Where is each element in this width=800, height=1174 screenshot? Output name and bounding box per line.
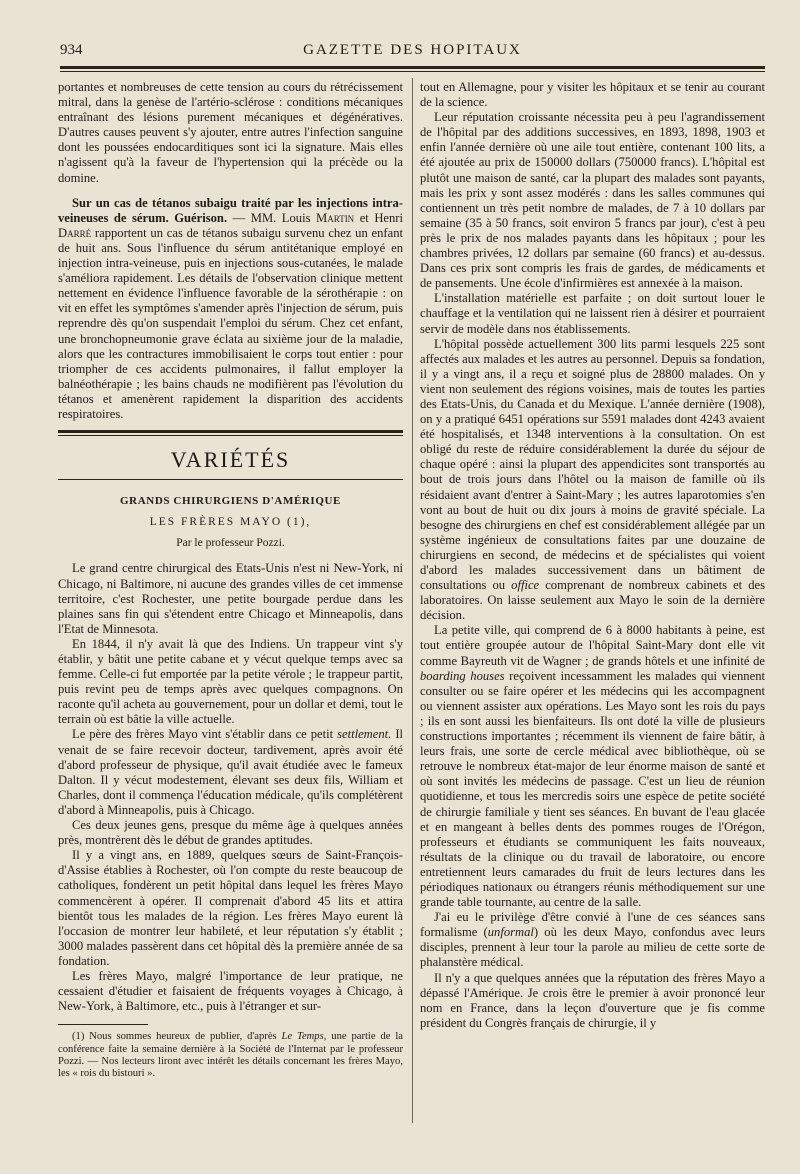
journal-title: GAZETTE DES HOPITAUX <box>303 42 522 58</box>
paragraph: Il y a vingt ans, en 1889, quelques sœurs de Saint-François-d'Assise établies à Rochester, où l'on compte du reste beaucoup de catholiques, fondèrent un petit hôpital dans lequel les frères Mayo commencèrent à opérer. Il comprenait d'abord 45 lits et attira bientôt tous les malades de la région. Les frères Mayo eurent là l'occasion de montrer leur habileté, et leur réputation s'y établit ; 3000 malades passèrent dans cet hôpital dès la première année de sa fondation. <box>58 848 403 968</box>
footnote: (1) Nous sommes heureux de publier, d'après Le Temps, une partie de la conférence faite la semaine dernière à la Société de l'Internat par le professeur Pozzi. — Nos lecteurs liront avec intérêt les détails concernant les frères Mayo, les « rois du bistouri ». <box>58 1031 403 1080</box>
article-subheading: LES FRÈRES MAYO (1), <box>149 516 312 529</box>
footnote-rule <box>58 1024 148 1025</box>
header-rule <box>60 66 765 69</box>
section-rule-bottom <box>58 479 403 480</box>
article-heading: GRANDS CHIRURGIENS D'AMÉRIQUE <box>120 495 341 508</box>
paragraph: Leur réputation croissante nécessita peu à peu l'agrandissement de l'hôpital par des additions successives, en 1893, 1898, 1903 et enfin l'année dernière où une aile tout entière, contenant 100 lits, a été ajoutée au prix de 150000 dollars (750000 francs). L'hôpital est plutôt une maison de santé, car la plupart des malades sont payants, mais les prix y sont assez modérés : dans les salles communes qui contiennent un très petit nombre de malades, de 7 à 10 dollars par semaine (35 à 50 francs, soit environ 5 francs par jour), c'est à peu près le prix de nos malades payants dans les hôpitaux ; pour les chambres privées, 12 dollars par semaine (60 francs) et au-dessus. Dans ces prix sont compris les frais de gardes, de médicaments et de pansements. Une école d'infirmières est annexée à la maison. <box>420 110 765 291</box>
left-column <box>58 80 403 1081</box>
paragraph: J'ai eu le privilège d'être convié à l'une de ces séances sans formalisme (unformal) où les deux Mayo, confondus avec leurs disciples, prennent à leur tour la parole au milieu de cette sorte de phalanstère médical. <box>420 910 765 970</box>
paragraph: Sur un cas de tétanos subaigu traité par les injections intra-veineuses de sérum. Guérison. — MM. Louis Martin et Henri Darré rapportent un cas de tétanos subaigu survenu chez un enfant de huit ans. Sous l'influence du sérum antitétanique employé en injection intra-veineuse, puis en injections sous-cutanées, le malade s'améliora rapidement. Les détails de l'observation clinique mettent nettement en évidence l'influence favorable de la sérothérapie : on vit en effet les symptômes s'amender après l'injection de sérum, puis reprendre dès qu'on suspendait l'emploi du sérum. Chez cet enfant, une bronchopneumonie grave éclata au sixième jour de la maladie, alors que les contractures immobilisaient le corps tout entier : pour triompher de ces accidents pulmonaires, il fallut employer la balnéothérapie ; les bains chauds ne modifièrent pas l'évolution du tétanos et amenèrent rapidement la disparition des accidents respiratoires. <box>58 195 404 421</box>
paragraph: Les frères Mayo, malgré l'importance de leur pratique, ne cessaient d'étudier et faisaient de fréquents voyages à Chicago, à New-York, à Baltimore, etc., puis à l'étranger et sur- <box>58 968 403 1014</box>
paragraph: Il n'y a que quelques années que la réputation des frères Mayo a dépassé l'Amérique. Je crois être le premier à avoir prononcé leur nom en France, dans la leçon d'ouverture que je fis comme président du Congrès français de chirurgie, il y <box>420 970 765 1030</box>
article-title: Sur un cas de tétanos subaigu traité par les injections intra-veineuses de sérum. Guérison. <box>58 195 403 225</box>
column-separator <box>412 78 413 1123</box>
paragraph: Ces deux jeunes gens, presque du même âge à quelques années près, montrèrent dès le début de grandes aptitudes. <box>58 818 403 848</box>
section-rule <box>58 430 403 433</box>
paragraph: L'hôpital possède actuellement 300 lits parmi lesquels 225 sont affectés aux malades et les autres au personnel. Depuis sa fondation, il y a vingt ans, il a reçu et soigné plus de 28800 malades. On y vient non seulement des régions voisines, mais de toutes les parties des Etats-Unis, du Canada et du Mexique. L'année dernière (1908), on y a pratiqué 6451 opérations sur 5591 malades dont 4243 avaient été hospitalisés, et 1348 interventions à la consultation. On est obligé du reste de réduire considérablement la durée du séjour de chaque opéré : ainsi la plupart des appendicites sont transportés au bout de trois jours dans l'hôtel ou la maison de famille où ils résidaient avant d'entrer à Saint-Mary ; les autres laparotomies s'en vont au bout de huit ou dix jours à moins de gravité spéciale. La besogne des chirurgiens en chef est considérablement allégée par un système ingénieux de consultations faites par une douzaine de chirurgiens en second, de médecins et de spécialistes qui voient d'abord les malades successivement dans un bâtiment de consultations ou office comprenant de nombreux cabinets et des laboratoires. On laisse seulement aux Mayo le soin de la dernière décision. <box>420 336 765 623</box>
author-name: Martin <box>316 210 355 225</box>
page-number: 934 <box>60 42 83 58</box>
page-header <box>60 42 765 62</box>
section-rule-thin <box>58 435 403 436</box>
header-rule-thin <box>60 71 765 72</box>
section-title: VARIÉTÉS <box>170 447 291 473</box>
paragraph: tout en Allemagne, pour y visiter les hôpitaux et se tenir au courant de la science. <box>420 80 765 110</box>
author-name: Darré <box>58 225 92 240</box>
paragraph: En 1844, il n'y avait là que des Indiens. Un trappeur vint s'y établir, y bâtit une petite cabane et y vécut quelque temps avec sa femme. Celle-ci fut emportée par la petite vérole ; le trappeur partit, puis revint peu de temps après avec quelques compagnons. On raconte qu'il acheta au gouvernement, pour un dollar et demi, tout le terrain où est bâtie la ville actuelle. <box>58 636 403 727</box>
article-byline: Par le professeur Pozzi. <box>176 537 285 550</box>
paragraph: portantes et nombreuses de cette tension au cours du rétrécissement mitral, dans la genèse de l'artério-sclérose : conditions mécaniques entraînant des lésions purement mécaniques et dégénératives. D'autres causes peuvent s'y ajouter, entre autres l'infection sanguine dont les poussées endocarditiques sont ici la signature. Mais elles n'agissent qu'à la faveur de l'hypertension qui la précède ou la domine. <box>58 80 403 185</box>
paragraph: Le père des frères Mayo vint s'établir dans ce petit settlement. Il venait de se faire recevoir docteur, tardivement, après avoir été d'abord professeur de physique, qu'il avait étudiée avec le fameux Dalton. Il y vécut modestement, élevant ses deux fils, William et Charles, dont il commença l'éducation médicale, qu'ils complétèrent d'abord à Minneapolis, puis à Chicago. <box>58 727 404 817</box>
paragraph: L'installation matérielle est parfaite ; on doit surtout louer le chauffage et la ventilation qui ne laissent rien à désirer et pourraient servir de modèle dans nos établissements. <box>420 291 765 336</box>
right-column <box>420 80 765 1031</box>
paragraph: Le grand centre chirurgical des Etats-Unis n'est ni New-York, ni Chicago, ni Baltimore, ni aucune des grandes villes de cet immense territoire, c'est Rochester, une petite bourgade perdue dans les plaines sans fin qui s'étendent entre Chicago et Minneapolis, dans l'Etat de Minnesota. <box>58 561 403 636</box>
paragraph: La petite ville, qui comprend de 6 à 8000 habitants à peine, est tout entière groupée autour de l'hôpital Saint-Mary dont elle vit comme Bayreuth vit de Wagner ; de grands hôtels et une infinité de boarding houses reçoivent incessamment les malades qui viennent consulter ou se faire opérer et les médecins qui les accompagnent ou viennent assister aux opérations. Les Mayo sont les rois du pays ; ils en sont aussi les bienfaiteurs. Ils ont doté la ville de plusieurs constructions importantes ; récemment ils viennent de faire bâtir, à leurs frais, une sorte de cercle médical avec bibliothèque, où se retrouve le nombreux état-major de leur énorme maison de santé et où sont invités les médecins de passage. C'est un lieu de réunion quotidienne, et tous les mercredis soirs une espèce de petite société de chirurgie familiale y tient ses séances. En buvant de l'eau glacée et en mangeant à belles dents des pommes rouges de l'Orégon, professeurs et étudiants se communiquent les faits nouveaux, résultats de la clinique ou du travail de laboratoire, ou encore entretiennent leurs camarades du fruit de leurs lectures dans les périodiques nationaux ou étrangers réunis méthodiquement sur une grande table tournante, au centre de la salle. <box>420 623 765 910</box>
